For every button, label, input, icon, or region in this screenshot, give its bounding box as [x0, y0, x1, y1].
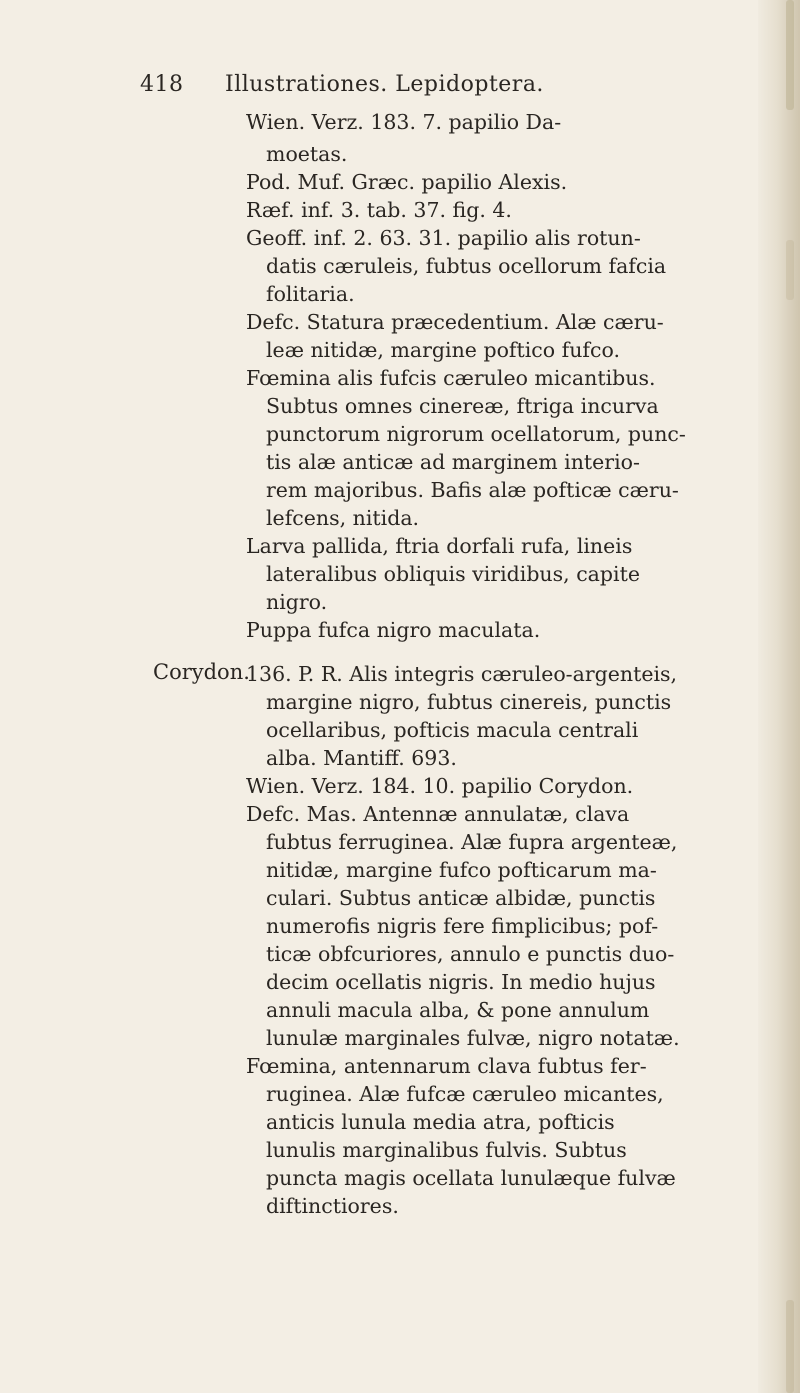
text-line: Fœmina alis fufcis cæruleo micantibus. — [246, 366, 656, 390]
text-line: nigro. — [266, 590, 328, 614]
text-line: diftinctiores. — [266, 1194, 399, 1218]
running-title: Illustrationes. Lepidoptera. — [225, 72, 544, 97]
text-line: leæ nitidæ, margine poftico fufco. — [266, 338, 620, 362]
page-edge — [758, 0, 800, 1393]
edge-stain — [786, 0, 794, 110]
text-line: numerofis nigris fere fimplicibus; pof- — [266, 914, 659, 938]
margin-entry-corydon: Corydon. — [153, 660, 250, 684]
text-line: annuli macula alba, & pone annulum — [266, 998, 650, 1022]
text-line: nitidæ, margine fufco pofticarum ma- — [266, 858, 657, 882]
text-line: 136. P. R. Alis integris cæruleo-argenteis, — [246, 662, 678, 686]
text-line: Puppa fufca nigro maculata. — [246, 618, 541, 642]
text-line: Pod. Muf. Græc. papilio Alexis. — [246, 170, 568, 194]
page-number: 418 — [140, 72, 184, 97]
text-line: culari. Subtus anticæ albidæ, punctis — [266, 886, 656, 910]
text-line: lunulis marginalibus fulvis. Subtus — [266, 1138, 627, 1162]
text-line: moetas. — [266, 142, 348, 166]
text-line: Geoff. inf. 2. 63. 31. papilio alis rotun- — [246, 226, 641, 250]
text-line: anticis lunula media atra, pofticis — [266, 1110, 615, 1134]
text-line: lateralibus obliquis viridibus, capite — [266, 562, 640, 586]
text-line: tis alæ anticæ ad marginem interio- — [266, 450, 640, 474]
text-line: alba. Mantiff. 693. — [266, 746, 457, 770]
text-line: punctorum nigrorum ocellatorum, punc- — [266, 422, 686, 446]
text-line: Wien. Verz. 183. 7. papilio Da- — [246, 110, 562, 134]
text-line: lefcens, nitida. — [266, 506, 420, 530]
text-line: Defc. Mas. Antennæ annulatæ, clava — [246, 802, 630, 826]
text-line: ruginea. Alæ fufcæ cæruleo micantes, — [266, 1082, 664, 1106]
text-line: Ræf. inf. 3. tab. 37. fig. 4. — [246, 198, 512, 222]
text-line: Defc. Statura præcedentium. Alæ cæru- — [246, 310, 664, 334]
text-line: Fœmina, antennarum clava fubtus fer- — [246, 1054, 647, 1078]
text-line: ocellaribus, pofticis macula centrali — [266, 718, 639, 742]
text-line: Wien. Verz. 184. 10. papilio Corydon. — [246, 774, 634, 798]
edge-stain — [786, 1300, 794, 1393]
edge-stain — [786, 240, 794, 300]
text-line: margine nigro, fubtus cinereis, punctis — [266, 690, 672, 714]
text-line: rem majoribus. Bafis alæ pofticæ cæru- — [266, 478, 679, 502]
text-line: lunulæ marginales fulvæ, nigro notatæ. — [266, 1026, 680, 1050]
text-line: folitaria. — [266, 282, 355, 306]
text-line: ticæ obfcuriores, annulo e punctis duo- — [266, 942, 675, 966]
text-line: puncta magis ocellata lunulæque fulvæ — [266, 1166, 676, 1190]
text-line: fubtus ferruginea. Alæ fupra argenteæ, — [266, 830, 678, 854]
text-line: Subtus omnes cinereæ, ftriga incurva — [266, 394, 659, 418]
text-line: decim ocellatis nigris. In medio hujus — [266, 970, 656, 994]
text-line: Larva pallida, ftria dorfali rufa, lineis — [246, 534, 633, 558]
text-line: datis cæruleis, fubtus ocellorum fafcia — [266, 254, 667, 278]
